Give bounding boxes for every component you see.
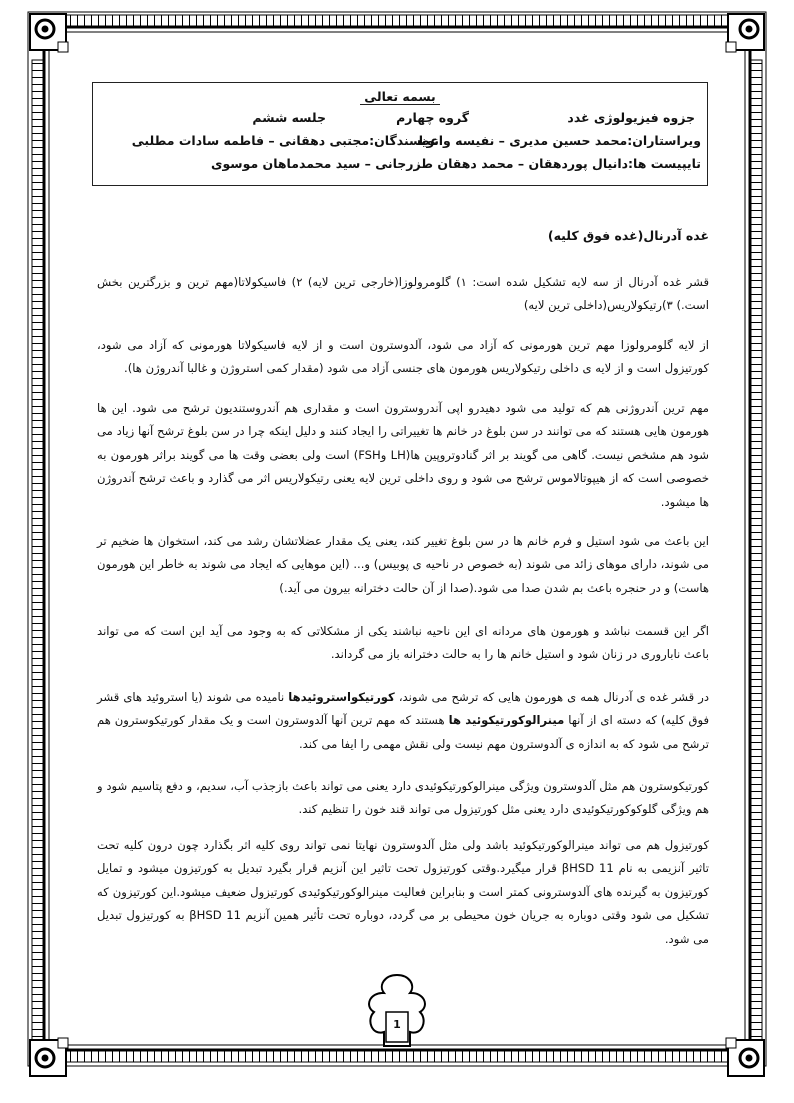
paragraph: قشر غده آدرنال از سه لایه تشکیل شده است: ۱) گلومرولوزا(خارجی ترین لایه) ۲) فاسیکولاتا(مهم ترین و بزرگترین بخش است.) ۳)رتیکولاریس(داخلی ترین لایه): [97, 274, 710, 313]
paragraph: مهم ترین آندروژنی هم که تولید می شود دهیدرو اپی آندروسترون است و مقداری هم آندروستندیون ترشح می شود. این ها هورمون هایی هستند که می توانند در سن بلوغ در خانم ها تغییراتی را ایجاد کنند و دلیل اینکه چرا در سن بلوغ ترشح آنها زیاد می شود هم مشخص نیست. گاهی می گویند بر اثر گنادوتروپین ها(LH وFSH) است ولی بعضی وقت ها می گویند براثر هورمون به خصوصی است که از هیپوتالاموس ترشح می شود و روی داخلی ترین لایه یعنی رتیکولاریس اثر می گذارد و باعث ترشح آندروژن ها میشود.: [97, 400, 709, 509]
paragraph: کورتیکوسترون هم مثل آلدوسترون ویژگی مینرالوکورتیکوئیدی دارد یعنی می تواند باعث بازجذب آب، سدیم، و دفع پتاسیم شود و هم ویژگی گلوکوکورتیکوئیدی دارد یعنی مثل کورتیزول می تواند قند خون را تنظیم کند.: [97, 778, 709, 817]
page-number-ornament: [369, 975, 425, 1046]
bismillah: بسمه تعالی: [93, 89, 707, 104]
group-label: گروه چهارم: [396, 110, 469, 125]
section-title: غده آدرنال(غده فوق کلیه): [547, 228, 709, 243]
session-label: جلسه ششم: [252, 110, 326, 125]
text-span: در قشر غده ی آدرنال همه ی هورمون هایی که ترشح می شوند،: [394, 689, 709, 704]
typists-line: تایپیست ها:دانیال پوردهقان – محمد دهقان طزرجانی – سید محمدماهان موسوی: [211, 156, 701, 171]
bold-term: کورتیکواستروئیدها: [288, 689, 395, 704]
text-span: هستند که مهم ترین آنها آلدوسترون است و یک مقدار کورتیکوسترون هم ترشح می شود که به اندازه ی آلدوسترون مهم نیست ولی نقش مهمی را ایفا می کند.: [97, 713, 709, 751]
paragraph: کورتیزول هم می تواند مینرالوکورتیکوئید باشد ولی مثل آلدوسترون نهایتا نمی تواند روی کلیه اثر بگذارد چون درون کلیه تحت تاثیر آنزیمی به نام βHSD 11 قرار میگیرد.وقتی کورتیزول تحت تاثیر این آنزیم قرار بگیرد تبدیل به کورتیزون میشود و تمایل کورتیزون به گیرنده های آلدوسترونی کمتر است و بنابراین فعالیت مینرالوکورتیکوئیدی کورتیزول ضعیف میشود.این کورتیزون که تشکیل می شود وقتی دوباره به جریان خون محیطی بر می گردد، دوباره تحت تأثیر همین آنزیم βHSD 11 به کورتیزول تبدیل می شود.: [97, 837, 709, 946]
paragraph: [97, 686, 709, 757]
page-number: 1: [393, 1018, 401, 1031]
paragraph: این باعث می شود استیل و فرم خانم ها در سن بلوغ تغییر کند، یعنی یک مقدار عضلاتشان رشد می کند، استخوان ها ضخیم تر می شوند، دارای موهای زائد می شوند (به خصوص در ناحیه ی پوبیس) و... (این موهایی که ایجاد می شوند به خاطر این هورمون هاست) و در حنجره باعث بم شدن صدا می شود.(صدا از آن حالت دخترانه بیرون می آید.): [97, 533, 709, 595]
bold-term: مینرالوکورتیکوئید ها: [448, 713, 565, 728]
header-box: [92, 82, 708, 186]
writers-line: نویسندگان:مجتبی دهقانی – فاطمه سادات مطلبی: [131, 133, 439, 148]
paragraph: اگر این قسمت نباشد و هورمون های مردانه ای این ناحیه نباشند یکی از مشکلاتی که به وجود می آید این است که می تواند باعث ناباروری در زنان شود و استیل خانم ها را به حالت دخترانه باز می گرداند.: [97, 623, 709, 662]
booklet-title: جزوه فیزیولوژی غدد: [567, 110, 695, 125]
editors-line: ویراستاران:محمد حسین مدیری – نفیسه واعظ: [416, 133, 701, 148]
text-span: نامیده می شوند (یا استروئید های قشر فوق کلیه) که دسته ای از آنها: [97, 689, 709, 728]
paragraph: از لایه گلومرولوزا مهم ترین هورمونی که آزاد می شود، آلدوسترون است و از لایه فاسیکولاتا هورمونی که آزاد می شود، کورتیزول است و از لایه ی داخلی رتیکولاریس هورمون های جنسی آزاد می شود (مقدار کمی استروژن و غالبا آندروژن ها).: [97, 337, 709, 376]
